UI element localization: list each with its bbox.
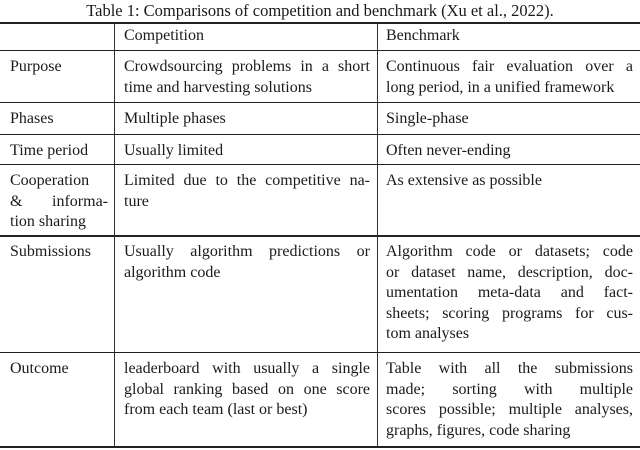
- cell-line: leaderboard with usually a single: [124, 360, 370, 377]
- row-label: [10, 359, 108, 380]
- row-label: [10, 171, 108, 233]
- competition-cell: [124, 242, 370, 283]
- column-divider: [377, 236, 378, 352]
- cell-line: made; sorting with multiple: [386, 380, 633, 398]
- cell-line: graphs, figures, code sharing: [386, 421, 571, 439]
- cell-line: Usually algorithm predictions or: [124, 243, 370, 260]
- cell-line: long period, in a unified framework: [386, 78, 615, 96]
- cell-line: Outcome: [10, 360, 69, 377]
- cell-line: As extensive as possible: [386, 172, 542, 189]
- row-label: [10, 242, 108, 263]
- column-divider: [377, 135, 378, 164]
- cell-line: Time period: [10, 142, 89, 159]
- cell-line: or dataset name, description, doc-: [386, 263, 633, 281]
- competition-cell: [124, 141, 370, 162]
- cell-line: Purpose: [10, 58, 62, 75]
- header-competition: Competition: [124, 27, 204, 44]
- table-caption: Table 1: Comparisons of competition and benchmark (Xu et al., 2022).: [86, 1, 554, 20]
- benchmark-cell: [386, 141, 633, 162]
- benchmark-cell: [386, 171, 633, 192]
- column-divider: [114, 236, 115, 352]
- table-row-purpose: [0, 51, 640, 102]
- header-row: [0, 23, 640, 50]
- table-row-submissions: [0, 236, 640, 352]
- table-row-outcome: [0, 353, 640, 446]
- table-row-time-period: [0, 135, 640, 164]
- column-divider: [377, 165, 378, 235]
- bottom-rule: [0, 446, 640, 448]
- cell-line: Often never-ending: [386, 142, 511, 159]
- competition-cell: [124, 57, 370, 98]
- column-divider: [114, 103, 115, 134]
- cell-line: & informa-: [10, 192, 108, 210]
- benchmark-cell: [386, 359, 633, 441]
- table-row-cooperation-informa-tion-sharing: [0, 165, 640, 235]
- cell-line: Continuous fair evaluation over a: [386, 58, 633, 75]
- row-label: [10, 109, 108, 130]
- cell-line: sheets; scoring programs for cus-: [386, 304, 633, 322]
- cell-line: Cooperation: [10, 172, 90, 189]
- column-divider: [377, 103, 378, 134]
- cell-line: Limited due to the competitive na-: [124, 172, 370, 189]
- cell-line: Table with all the submissions: [386, 360, 633, 377]
- cell-line: tion sharing: [10, 213, 86, 230]
- cell-line: time and harvesting solutions: [124, 78, 312, 96]
- column-divider: [114, 135, 115, 164]
- column-divider: [114, 23, 115, 50]
- cell-line: scores possible; multiple analyses,: [386, 401, 633, 418]
- column-divider: [114, 51, 115, 102]
- cell-line: Crowdsourcing problems in a short: [124, 58, 370, 75]
- cell-line: from each team (last or best): [124, 401, 308, 418]
- cell-line: Submissions: [10, 243, 91, 260]
- column-divider: [377, 51, 378, 102]
- competition-cell: [124, 109, 370, 130]
- competition-cell: [124, 171, 370, 212]
- cell-line: global ranking based on one score: [124, 380, 370, 398]
- cell-line: Multiple phases: [124, 110, 226, 127]
- row-label: [10, 141, 108, 162]
- column-divider: [114, 353, 115, 446]
- benchmark-cell: [386, 109, 633, 130]
- table-row-phases: [0, 103, 640, 134]
- cell-line: tom analyses: [386, 325, 470, 342]
- benchmark-cell: [386, 242, 633, 345]
- column-divider: [377, 23, 378, 50]
- row-label: [10, 57, 108, 78]
- cell-line: Phases: [10, 110, 54, 127]
- cell-line: algorithm code: [124, 263, 221, 281]
- column-divider: [114, 165, 115, 235]
- competition-cell: [124, 359, 370, 421]
- cell-line: Algorithm code or datasets; code: [386, 243, 633, 260]
- header-benchmark: Benchmark: [386, 27, 460, 44]
- benchmark-cell: [386, 57, 633, 98]
- cell-line: ture: [124, 192, 149, 210]
- column-divider: [377, 353, 378, 446]
- cell-line: Single-phase: [386, 110, 469, 127]
- cell-line: Usually limited: [124, 142, 224, 159]
- cell-line: umentation meta-data and fact-: [386, 284, 633, 301]
